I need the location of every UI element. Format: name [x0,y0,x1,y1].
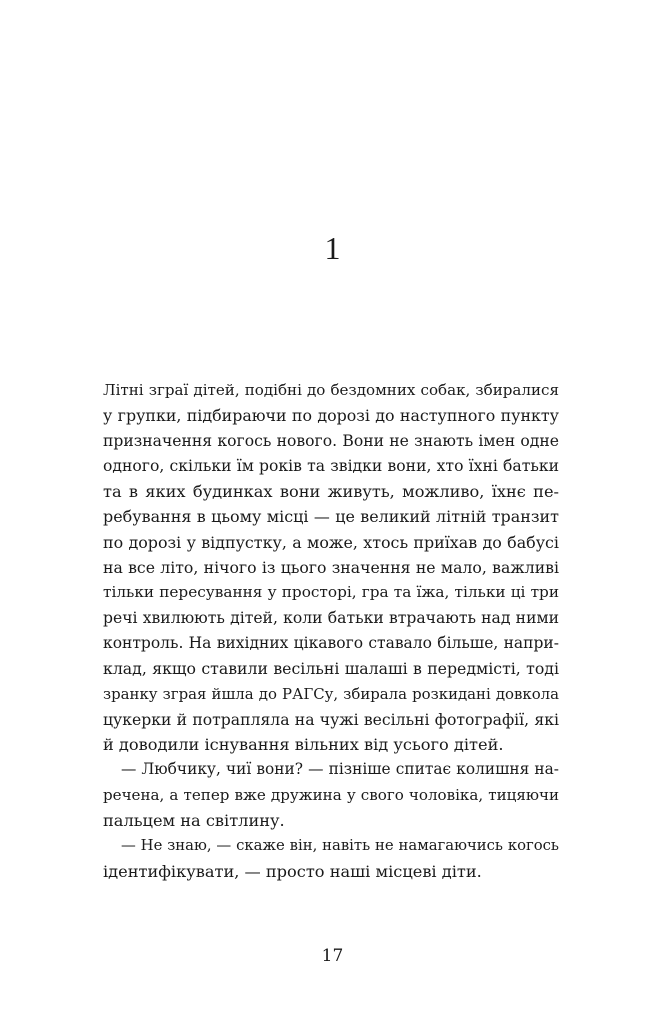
dialogue-line: — Не знаю, — скаже він, навіть не намагаючись когось [121,837,559,855]
text-line: клад, якщо ставили весільні шалаші в передмісті, тоді [103,659,559,679]
text-line: ребування в цьому місці — це великий літній транзит [103,507,559,527]
text-line: по дорозі у відпустку, а може, хтось приїхав до бабусі [103,532,559,552]
text-line: тільки пересування у просторі, гра та їжа, тільки ці три [103,583,559,602]
chapter-body-text [103,378,559,884]
text-line: речі хвилюють дітей, коли батьки втрачають над ними [103,608,559,627]
text-line: Літні зграї дітей, подібні до бездомних собак, збиралися [103,381,559,399]
text-line: одного, скільки їм років та звідки вони, хто їхні батьки [103,456,559,475]
dialogue-line: пальцем на світлину. [103,811,285,831]
page-number: 17 [321,946,344,966]
dialogue-line: — Любчику, чиї вони? — пізніше спитає колишня на- [121,760,559,779]
text-line: й доводили існування вільних від усього дітей. [103,735,504,755]
text-line: на все літо, нічого із цього значення не мало, важливі [103,558,559,578]
text-line: призначення когось нового. Вони не знають імен одне [103,431,559,450]
text-line: контроль. На вихідних цікавого ставало більше, напри- [103,633,559,652]
text-line: у групки, підбираючи по дорозі до наступного пункту [103,406,559,426]
dialogue-line: ідентифікувати, — просто наші місцеві діти. [103,861,482,881]
chapter-number: 1 [324,230,341,266]
text-line: зранку зграя йшла до РАГСу, збирала розкидані довкола [103,684,559,703]
dialogue-line: речена, а тепер вже дружина у свого чоловіка, тицяючи [103,785,559,804]
text-line: та в яких будинках вони живуть, можливо, їхнє пе- [103,482,559,502]
text-line: цукерки й потрапляла на чужі весільні фотографії, які [103,709,559,729]
